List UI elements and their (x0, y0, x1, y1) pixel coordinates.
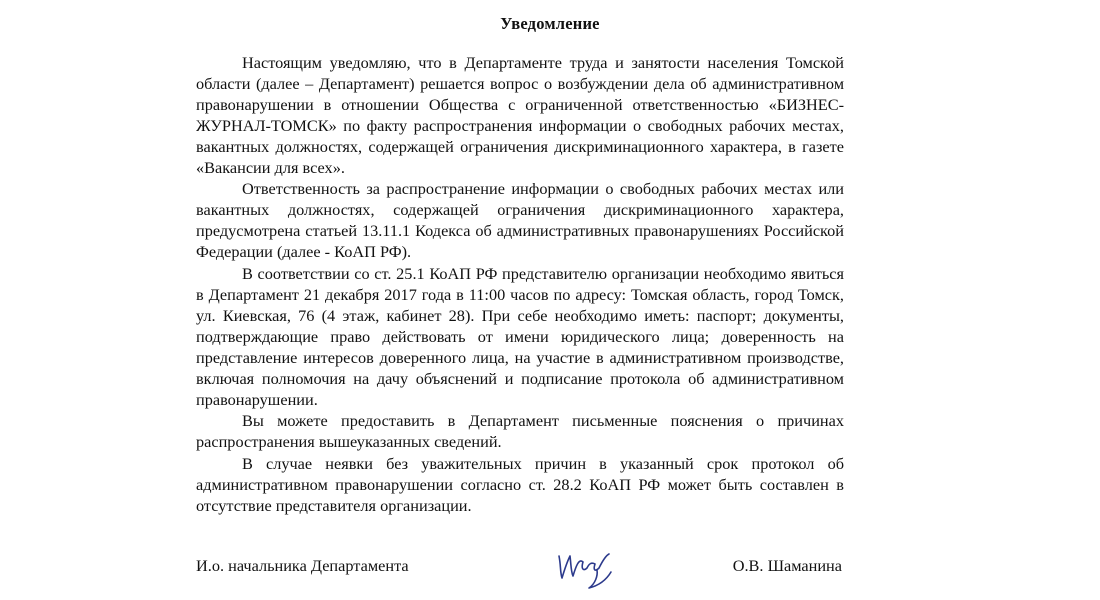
signer-name: О.В. Шаманина (732, 556, 842, 575)
document-title: Уведомление (500, 14, 600, 33)
paragraph-4: Вы можете предоставить в Департамент письменные пояснения о причинах распространения вышеуказанных сведений. (196, 411, 844, 452)
paragraph-1: Настоящим уведомляю, что в Департаменте труда и занятости населения Томской области (далее – Департамент) решается вопрос о возбуждении дела об административном правонарушении в отношении Общества с ограниченной ответственностью «БИЗНЕС-ЖУРНАЛ-ТОМСК» по факту распространения информации о свободных рабочих местах, вакантных должностях, содержащей ограничения дискриминационного характера, в газете «Вакансии для всех». (196, 53, 844, 177)
handwritten-signature (551, 542, 621, 592)
document-body (196, 53, 844, 518)
signature-block (196, 556, 844, 586)
signer-role: И.о. начальника Департамента (196, 556, 409, 575)
paragraph-2: Ответственность за распространение информации о свободных рабочих местах или вакантных должностях, содержащей ограничения дискриминационного характера, предусмотрена статьей 13.11.1 Кодекса об административных правонарушениях Российской Федерации (далее - КоАП РФ). (196, 179, 844, 262)
paragraph-5: В случае неявки без уважительных причин в указанный срок протокол об административном правонарушении согласно ст. 28.2 КоАП РФ может быть составлен в отсутствие представителя организации. (196, 454, 844, 516)
paragraph-3: В соответствии со ст. 25.1 КоАП РФ представителю организации необходимо явиться в Департамент 21 декабря 2017 года в 11:00 часов по адресу: Томская область, город Томск, ул. Киевская, 76 (4 этаж, кабинет 28). При себе необходимо иметь: паспорт; документы, подтверждающие право действовать от имени юридического лица; доверенность на представление интересов доверенного лица, на участие в административном производстве, включая полномочия на дачу объяснений и подписание протокола об административном правонарушении. (196, 264, 844, 409)
